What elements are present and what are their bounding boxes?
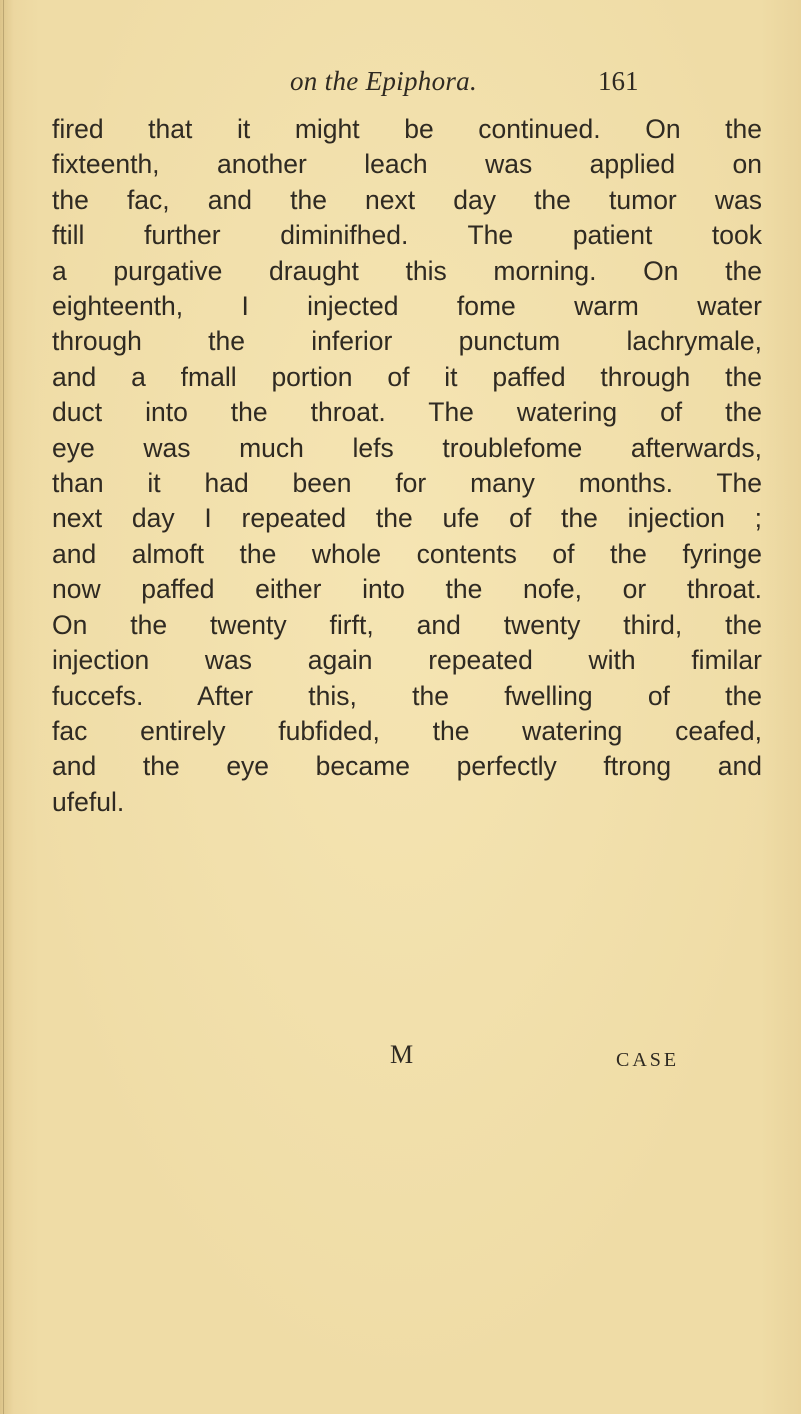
- text-line: and a fmall portion of it paffed through the: [52, 361, 762, 392]
- text-line: than it had been for many months. The: [52, 468, 762, 499]
- page-header: [0, 62, 801, 102]
- body-text: [52, 112, 762, 820]
- text-line: eighteenth, I injected fome warm water: [52, 291, 762, 322]
- text-line: a purgative draught this morning. On the: [52, 255, 762, 286]
- running-head: on the Epiphora.: [290, 66, 478, 96]
- text-line: fac entirely fubfided, the watering ceafed,: [52, 715, 762, 746]
- text-line: next day I repeated the ufe of the injection ;: [52, 503, 762, 534]
- page-footer: [0, 1040, 801, 1080]
- text-line: now paffed either into the nofe, or throat.: [52, 574, 762, 605]
- text-line: and the eye became perfectly ftrong and: [52, 751, 762, 782]
- text-line: ftill further diminifhed. The patient took: [52, 220, 762, 251]
- text-line: the fac, and the next day the tumor was: [52, 184, 762, 215]
- text-line: fixteenth, another leach was applied on: [52, 149, 762, 180]
- text-line: through the inferior punctum lachrymale,: [52, 326, 762, 357]
- text-line: injection was again repeated with fimilar: [52, 645, 762, 676]
- text-line: ufeful.: [52, 786, 125, 817]
- catchword: CASE: [616, 1049, 680, 1071]
- text-line: duct into the throat. The watering of the: [52, 397, 762, 428]
- page-number: 161: [598, 66, 639, 96]
- text-line: eye was much lefs troublefome afterwards,: [52, 432, 762, 463]
- signature-mark: M: [390, 1040, 414, 1069]
- text-line: and almoft the whole contents of the fyringe: [52, 538, 762, 569]
- text-line: On the twenty firft, and twenty third, the: [52, 609, 762, 640]
- text-line: fired that it might be continued. On the: [52, 114, 762, 144]
- text-line: fuccefs. After this, the fwelling of the: [52, 680, 762, 711]
- page-edge: [3, 0, 4, 1414]
